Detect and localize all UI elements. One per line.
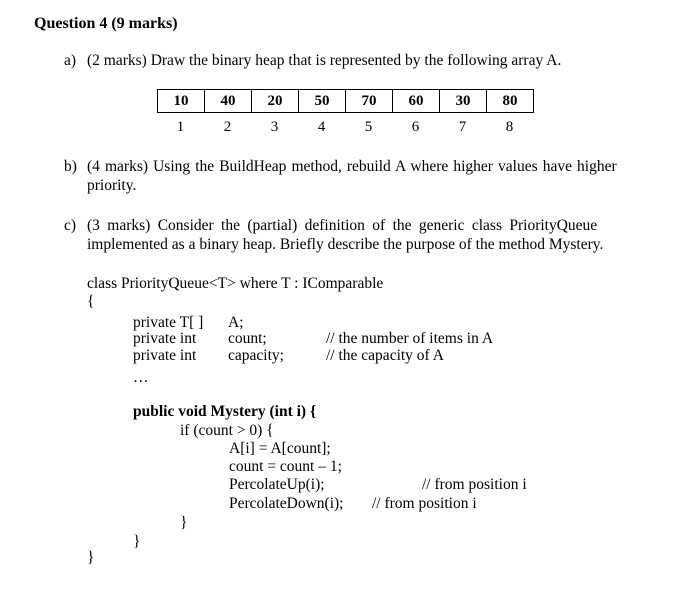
array-cell: 10 xyxy=(158,90,205,113)
array-cell: 50 xyxy=(299,90,346,113)
code-field-comment: // the capacity of A xyxy=(326,347,444,364)
array-table xyxy=(157,89,534,113)
code-field-name: capacity; xyxy=(228,347,284,364)
code-statement: count = count – 1; xyxy=(229,458,342,475)
code-statement: PercolateDown(i); xyxy=(229,495,344,512)
code-field-modifier: private T[ ] xyxy=(133,314,204,331)
array-cell: 20 xyxy=(252,90,299,113)
code-open-brace: { xyxy=(87,293,95,310)
array-values-row xyxy=(158,90,534,113)
code-field-name: count; xyxy=(228,330,267,347)
code-field-comment: // the number of items in A xyxy=(326,330,494,347)
code-field-modifier: private int xyxy=(133,330,197,347)
part-b-line2: priority. xyxy=(87,177,137,194)
code-if-line: if (count > 0) { xyxy=(180,422,274,439)
code-field-name: A; xyxy=(228,314,244,331)
part-a-text: (2 marks) Draw the binary heap that is represented by the following array A. xyxy=(87,52,562,69)
array-index: 4 xyxy=(317,119,326,135)
code-statement-comment: // from position i xyxy=(372,495,477,512)
part-c-label: c) xyxy=(64,217,77,234)
array-index: 3 xyxy=(270,119,279,135)
array-index: 1 xyxy=(176,119,185,135)
array-cell: 80 xyxy=(487,90,534,113)
code-statement: PercolateUp(i); xyxy=(229,476,325,493)
part-c-line2: implemented as a binary heap. Briefly describe the purpose of the method Mystery. xyxy=(87,236,604,253)
code-class-declaration: class PriorityQueue<T> where T : IComparable xyxy=(87,275,384,292)
part-c-line1: (3 marks) Consider the (partial) definition of the generic class PriorityQueue xyxy=(87,217,598,234)
question-title: Question 4 (9 marks) xyxy=(34,15,178,32)
array-index: 8 xyxy=(505,119,514,135)
array-cell: 40 xyxy=(205,90,252,113)
array-cell: 30 xyxy=(440,90,487,113)
array-index: 6 xyxy=(411,119,420,135)
array-index: 5 xyxy=(364,119,373,135)
part-b-label: b) xyxy=(64,158,77,175)
code-close-class-brace: } xyxy=(87,549,95,566)
code-statement: A[i] = A[count]; xyxy=(229,440,331,457)
code-close-if-brace: } xyxy=(180,514,188,531)
array-cell: 70 xyxy=(346,90,393,113)
part-b-line1: (4 marks) Using the BuildHeap method, rebuild A where higher values have higher xyxy=(87,158,617,175)
code-ellipsis: … xyxy=(133,369,149,386)
code-close-method-brace: } xyxy=(133,533,141,550)
code-method-signature: public void Mystery (int i) { xyxy=(133,403,317,420)
array-index: 2 xyxy=(223,119,232,135)
code-statement-comment: // from position i xyxy=(422,476,527,493)
array-index: 7 xyxy=(458,119,467,135)
array-cell: 60 xyxy=(393,90,440,113)
part-a-label: a) xyxy=(64,52,77,69)
code-field-modifier: private int xyxy=(133,347,197,364)
